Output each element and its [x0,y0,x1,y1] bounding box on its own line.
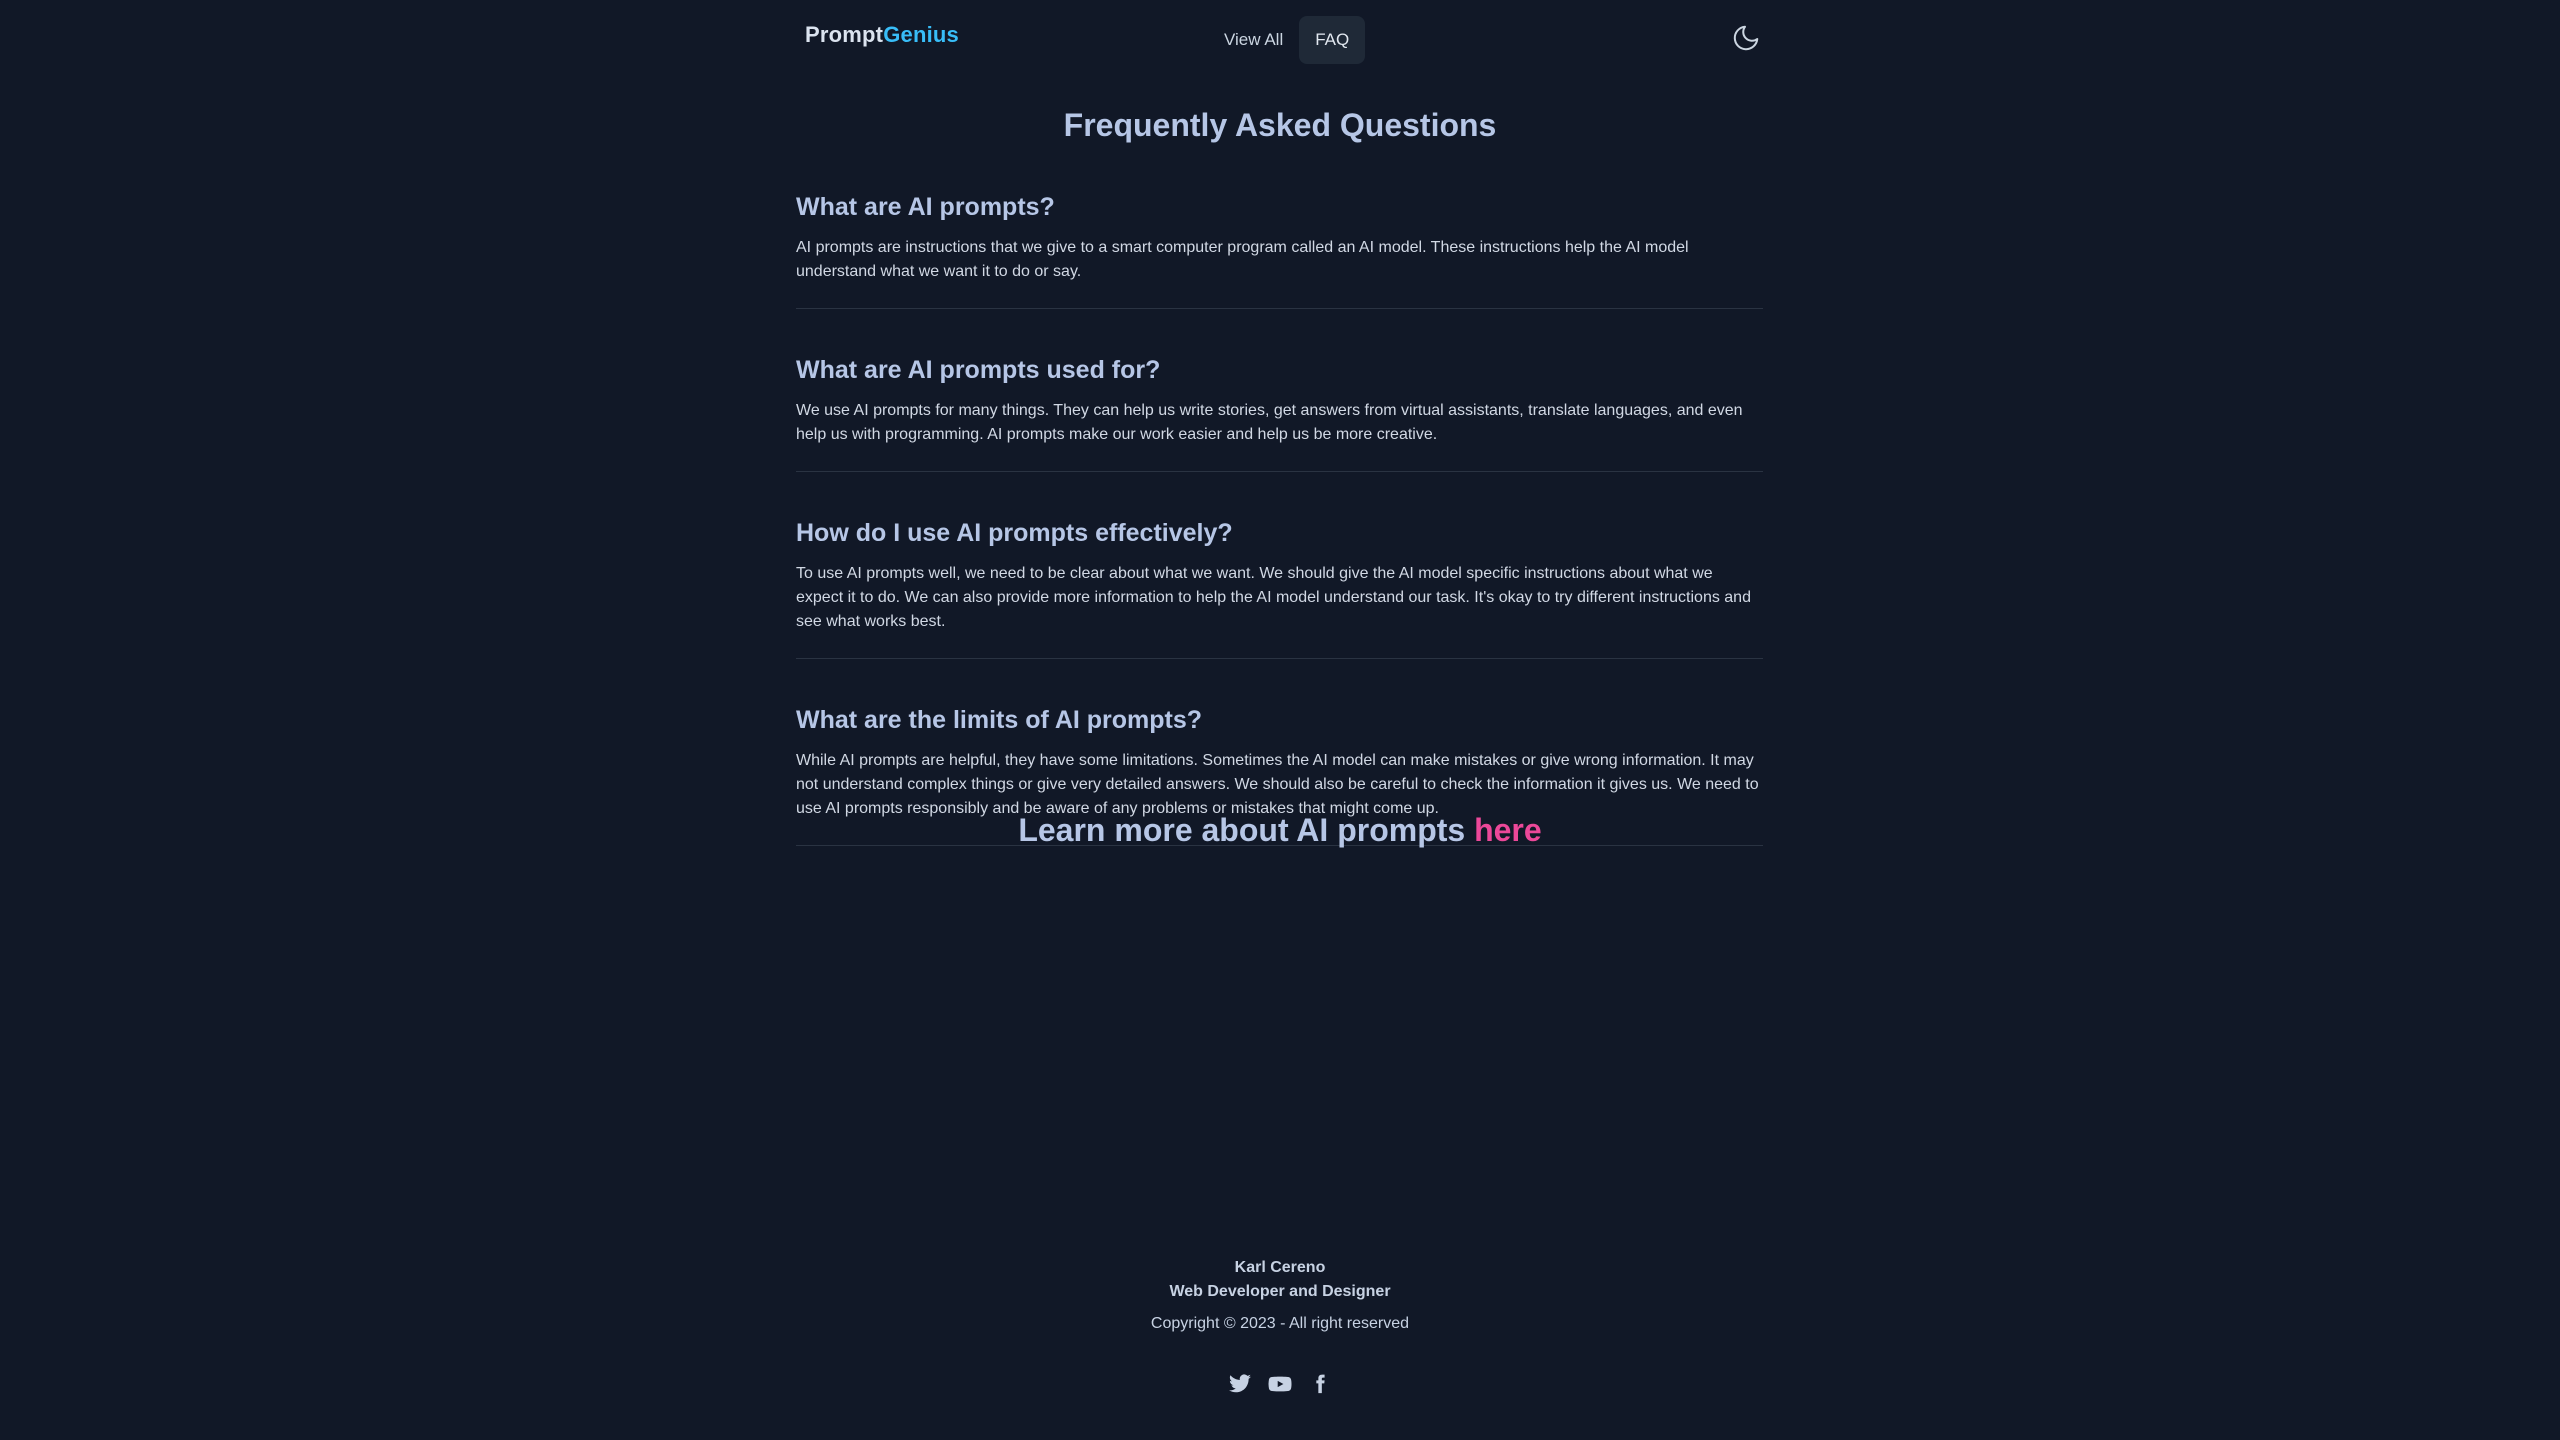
social-links [0,1372,2560,1396]
learn-more-text: Learn more about AI prompts [1018,812,1475,848]
youtube-link[interactable] [1268,1372,1292,1396]
youtube-icon [1268,1372,1292,1396]
moon-icon [1731,23,1761,53]
faq-answer: To use AI prompts well, we need to be clear about what we want. We should give the AI model specific instructions about what we expect it to do. We can also provide more information to help the AI model understand our task. It's okay to try different instructions and see what works best. [796,565,1751,630]
faq-question: How do I use AI prompts effectively? [796,519,1233,547]
nav-faq[interactable]: FAQ [1299,16,1365,64]
footer-author-name: Karl Cereno [1234,1259,1326,1276]
logo-text-prompt: Prompt [805,22,884,47]
faq-answer: While AI prompts are helpful, they have some limitations. Sometimes the AI model can make mistakes or give wrong information. It may not understand complex things or give very detailed answers. We should also be careful to check the information it gives us. We need to use AI prompts responsibly and be aware of any problems or mistakes that might come up. [796,752,1759,817]
page-title: Frequently Asked Questions [1063,107,1497,143]
top-nav [1208,16,1365,64]
faq-list [796,186,1763,886]
faq-question: What are AI prompts? [796,193,1055,221]
learn-more-heading [0,812,2560,849]
facebook-link[interactable] [1308,1372,1332,1396]
faq-question: What are AI prompts used for? [796,356,1161,384]
twitter-icon [1228,1372,1252,1396]
footer-author-role: Web Developer and Designer [1169,1283,1391,1300]
logo-text-genius: Genius [883,22,959,47]
faq-item [796,512,1763,659]
theme-toggle-button[interactable] [1728,20,1764,56]
learn-more-link[interactable]: here [1474,812,1542,848]
faq-answer: We use AI prompts for many things. They can help us write stories, get answers from virtual assistants, translate languages, and even help us with programming. AI prompts make our work easier and help us be more creative. [796,402,1743,443]
facebook-icon [1309,1372,1331,1396]
faq-question: What are the limits of AI prompts? [796,706,1203,734]
logo[interactable] [805,22,959,48]
twitter-link[interactable] [1228,1372,1252,1396]
footer-copyright: Copyright © 2023 - All right reserved [1150,1315,1410,1332]
faq-answer: AI prompts are instructions that we give to a smart computer program called an AI model. These instructions help the AI model understand what we want it to do or say. [796,239,1689,280]
faq-item [796,349,1763,472]
footer [0,1256,2560,1336]
nav-view-all[interactable]: View All [1224,30,1284,49]
faq-item [796,186,1763,309]
